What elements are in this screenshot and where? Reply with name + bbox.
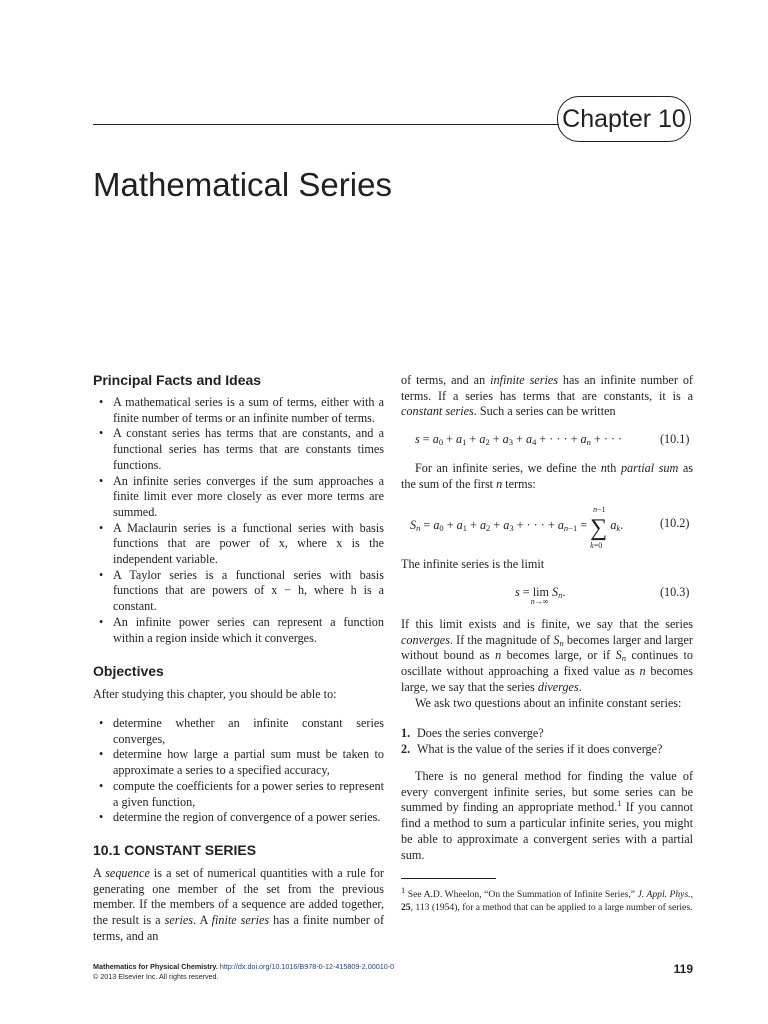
bullet-icon: •: [99, 614, 104, 629]
section-paragraph-6: There is no general method for finding the value of every convergent infinite series, but some series can be summed by finding an appropriate method.$^1$ If you cannot find a method to sum a particular infinite series, you might be able to approximate a convergent series with a partial sum.: [401, 769, 694, 862]
summation-sign: ∑ n−1 k=0: [590, 505, 608, 550]
footnote: $^1$ See A.D. Wheelon, “On the Summation of Infinite Series,” J. Appl. Phys., 25, 113 (1954), for a method that can be applied to a large number of series.: [401, 884, 693, 913]
principal-fact-item: • A Maclaurin series is a functional series with basis functions that are power of x, where x is the independent variable.: [99, 520, 384, 567]
bullet-icon: •: [99, 716, 104, 730]
header-rule: [93, 124, 559, 125]
question-item: 1. Does the series converge?: [401, 726, 544, 740]
equation-number: (10.1): [660, 432, 690, 446]
objective-item: • determine whether an infinite constant series converges,: [99, 716, 384, 746]
section-paragraph-1: A sequence is a set of numerical quantities with a rule for generating one member of the set from the previous member. If the members of a sequence are added together, the result is a series. A finite series has a finite number of terms, and an: [93, 866, 384, 943]
bullet-icon: •: [99, 520, 104, 535]
objective-item: • compute the coefficients for a power series to represent a given function,: [99, 778, 384, 809]
bullet-icon: •: [99, 778, 104, 793]
principal-fact-item: • A mathematical series is a sum of terms, either with a finite number of terms or an infinite number of terms.: [99, 395, 384, 425]
bullet-icon: •: [99, 395, 104, 409]
principal-fact-item: • A Taylor series is a functional series with basis functions that are powers of x − h, where h is a constant.: [99, 567, 384, 614]
bullet-icon: •: [99, 810, 104, 825]
bullet-icon: •: [99, 747, 104, 762]
equation-number: (10.2): [660, 516, 690, 530]
bullet-icon: •: [99, 426, 104, 441]
principal-facts-list: [93, 395, 384, 646]
questions-list: [401, 726, 693, 757]
section-paragraph-2: For an infinite series, we define the nth partial sum as the sum of the first n terms:: [401, 461, 694, 491]
copyright: © 2013 Elsevier Inc. All rights reserved.: [93, 972, 219, 981]
footnote-rule: [401, 878, 496, 879]
section-heading: 10.1 CONSTANT SERIES: [93, 842, 257, 858]
book-title: Mathematics for Physical Chemistry.: [93, 962, 218, 971]
principal-fact-item: • A constant series has terms that are constants, and a functional series has terms that are constants times functions.: [99, 426, 384, 472]
principal-fact-item: • An infinite series converges if the sum approaches a finite limit ever more closely as ever more terms are summed.: [99, 473, 384, 519]
objectives-intro: After studying this chapter, you should be able to:: [93, 687, 337, 701]
section-paragraph-4: If this limit exists and is finite, we say that the series converges. If the magnitude of $S_n$ becomes larger and larger without bound as n becomes large, or if $S_n$ continues to oscillate without approaching a fixed value as n becomes large, we say that the series diverges. We ask two questions about an infinite constant series:: [401, 617, 693, 710]
section-paragraph-3: The infinite series is the limit: [401, 557, 545, 571]
section-paragraph-5: We ask two questions about an infinite constant series:: [415, 695, 682, 710]
section-paragraph-1-continued: of terms, and an infinite series has an infinite number of terms. If a series has terms that are constants, it is a constant series. Such a series can be written: [401, 373, 693, 419]
equation-10-3: s = lim n→∞ $S_n$.: [515, 585, 566, 606]
page-footer: [93, 962, 394, 982]
bullet-icon: •: [99, 473, 104, 488]
equation-10-2: $S_n = a_0 + a_1 + a_2 + a_3$ + · · · + $a_{n-1}$ = ∑ n−1 k=0 $a_k$.: [410, 505, 624, 550]
doi-link[interactable]: http://dx.doi.org/10.1016/B978-0-12-415809-2.00010-0: [219, 962, 395, 971]
equation-number: (10.3): [660, 585, 690, 599]
objective-item: • determine how large a partial sum must be taken to approximate a series to a specified accuracy,: [99, 747, 384, 778]
principal-facts-heading: Principal Facts and Ideas: [93, 372, 262, 388]
objective-item: • determine the region of convergence of a power series.: [99, 810, 381, 825]
page-number: 119: [673, 962, 693, 976]
equation-10-1: $s = a_0 + a_1 + a_2 + a_3 + a_4$ + · · · + $a_n$ + · · ·: [415, 432, 623, 447]
chapter-title: Mathematical Series: [93, 166, 392, 203]
question-item: 2. What is the value of the series if it does converge?: [401, 741, 663, 756]
objectives-heading: Objectives: [93, 663, 164, 679]
chapter-label: Chapter 10: [557, 96, 691, 142]
objectives-list: [93, 716, 384, 826]
principal-fact-item: • An infinite power series can represent a function within a region inside which it converges.: [99, 614, 384, 645]
bullet-icon: •: [99, 567, 104, 582]
footnote-marker: 1: [617, 798, 622, 809]
